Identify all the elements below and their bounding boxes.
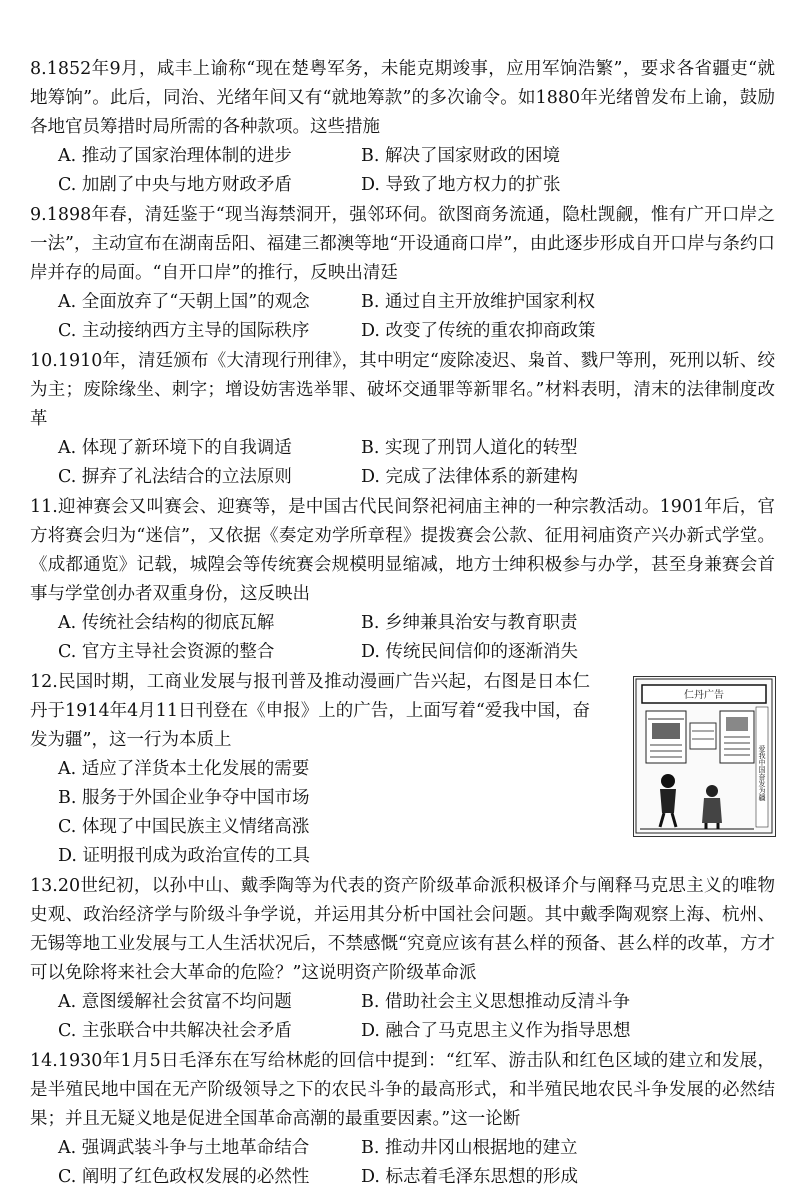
option-c[interactable]: C. 主动接纳西方主导的国际秩序 [58,321,310,341]
option-grid [30,142,775,200]
option-d[interactable]: D. 导致了地方权力的扩张 [361,175,561,195]
question-14 [30,1047,775,1192]
option-a[interactable]: A. 适应了洋货本土化发展的需要 [58,759,310,779]
option-grid [30,434,775,492]
question-stem: 13.20世纪初，以孙中山、戴季陶等为代表的资产阶级革命派积极译介与阐释马克思主义的唯物史观、政治经济学与阶级斗争学说，并运用其分析中国社会问题。其中戴季陶观察上海、杭州、无锡等地工业发展与工人生活状况后，不禁感慨“究竟应该有甚么样的预备、甚么样的改革，方才可以免除将来社会大革命的危险？”这说明资产阶级革命派 [30,876,775,983]
question-10 [30,347,775,492]
option-c[interactable]: C. 阐明了红色政权发展的必然性 [58,1167,310,1187]
option-c[interactable]: C. 体现了中国民族主义情绪高涨 [58,817,310,837]
question-12 [30,668,775,871]
option-c[interactable]: C. 加剧了中央与地方财政矛盾 [58,175,292,195]
question-stem: 14.1930年1月5日毛泽东在写给林彪的回信中提到：“红军、游击队和红色区域的建立和发展，是半殖民地中国在无产阶级领导之下的农民斗争的最高形式，和半殖民地农民斗争发展的必然结果；并且无疑义地是促进全国革命高潮的最重要因素。”这一论断 [30,1051,775,1129]
option-a[interactable]: A. 体现了新环境下的自我调适 [58,438,292,458]
option-b[interactable]: B. 推动井冈山根据地的建立 [361,1138,578,1158]
option-b[interactable]: B. 解决了国家财政的困境 [361,146,560,166]
question-9 [30,201,775,346]
option-a[interactable]: A. 推动了国家治理体制的进步 [58,146,292,166]
option-d[interactable]: D. 完成了法律体系的新建构 [361,467,579,487]
option-grid [30,288,775,346]
jintan-advertisement-image [633,676,776,837]
question-13 [30,872,775,1046]
question-stem: 8.1852年9月，咸丰上谕称“现在楚粤军务，未能克期竣事，应用军饷浩繁”，要求各省疆吏“就地筹饷”。此后，同治、光绪年间又有“就地筹款”的多次谕令。如1880年光绪曾发布上谕，鼓励各地官员筹措时局所需的各种款项。这些措施 [30,59,775,137]
option-c[interactable]: C. 摒弃了礼法结合的立法原则 [58,467,292,487]
question-stem: 9.1898年春，清廷鉴于“现当海禁洞开，强邻环伺。欲图商务流通，隐杜觊觎，惟有广开口岸之一法”，主动宣布在湖南岳阳、福建三都澳等地“开设通商口岸”，由此逐步形成自开口岸与条约口岸并存的局面。“自开口岸”的推行，反映出清廷 [30,205,775,283]
option-a[interactable]: A. 意图缓解社会贫富不均问题 [58,992,292,1012]
option-d[interactable]: D. 传统民间信仰的逐渐消失 [361,642,579,662]
option-grid [30,609,775,667]
option-a[interactable]: A. 强调武装斗争与土地革命结合 [58,1138,310,1158]
poster-banner-text: 仁丹广告 [684,690,724,701]
option-a[interactable]: A. 全面放弃了“天朝上国”的观念 [58,292,310,312]
option-grid [30,1134,775,1192]
option-d[interactable]: D. 证明报刊成为政治宣传的工具 [58,846,311,866]
question-stem: 12.民国时期，工商业发展与报刊普及推动漫画广告兴起，右图是日本仁丹于1914年4月11日刊登在《申报》上的广告，上面写着“爱我中国，奋发为疆”，这一行为本质上 [30,672,590,750]
option-d[interactable]: D. 标志着毛泽东思想的形成 [361,1167,579,1187]
option-b[interactable]: B. 通过自主开放维护国家利权 [361,292,595,312]
question-11 [30,493,775,667]
option-b[interactable]: B. 借助社会主义思想推动反清斗争 [361,992,630,1012]
option-b[interactable]: B. 服务于外国企业争夺中国市场 [58,788,310,808]
option-d[interactable]: D. 融合了马克思主义作为指导思想 [361,1021,631,1041]
question-stem: 11.迎神赛会又叫赛会、迎赛等，是中国古代民间祭祀祠庙主神的一种宗教活动。1901年后，官方将赛会归为“迷信”，又依据《奏定劝学所章程》提拨赛会公款、征用祠庙资产兴办新式学堂。《成都通览》记载，城隍会等传统赛会规模明显缩减，地方士绅积极参与办学，甚至身兼赛会首事与学堂创办者双重身份，这反映出 [30,497,775,604]
question-list [30,55,775,1193]
question-stem: 10.1910年，清廷颁布《大清现行刑律》，其中明定“废除凌迟、枭首、戮尸等刑，死刑以斩、绞为主；废除缘坐、刺字；增设妨害选举罪、破坏交通罪等新罪名。”材料表明，清末的法律制度改革 [30,351,775,429]
poster-side-text: 爱我中国奋发为疆 [758,745,766,801]
advertisement-illustration [634,677,774,835]
option-b[interactable]: B. 实现了刑罚人道化的转型 [361,438,578,458]
option-d[interactable]: D. 改变了传统的重农抑商政策 [361,321,596,341]
option-c[interactable]: C. 官方主导社会资源的整合 [58,642,275,662]
option-a[interactable]: A. 传统社会结构的彻底瓦解 [58,613,275,633]
question-8 [30,55,775,200]
option-b[interactable]: B. 乡绅兼具治安与教育职责 [361,613,578,633]
option-grid [30,988,775,1046]
option-c[interactable]: C. 主张联合中共解决社会矛盾 [58,1021,292,1041]
